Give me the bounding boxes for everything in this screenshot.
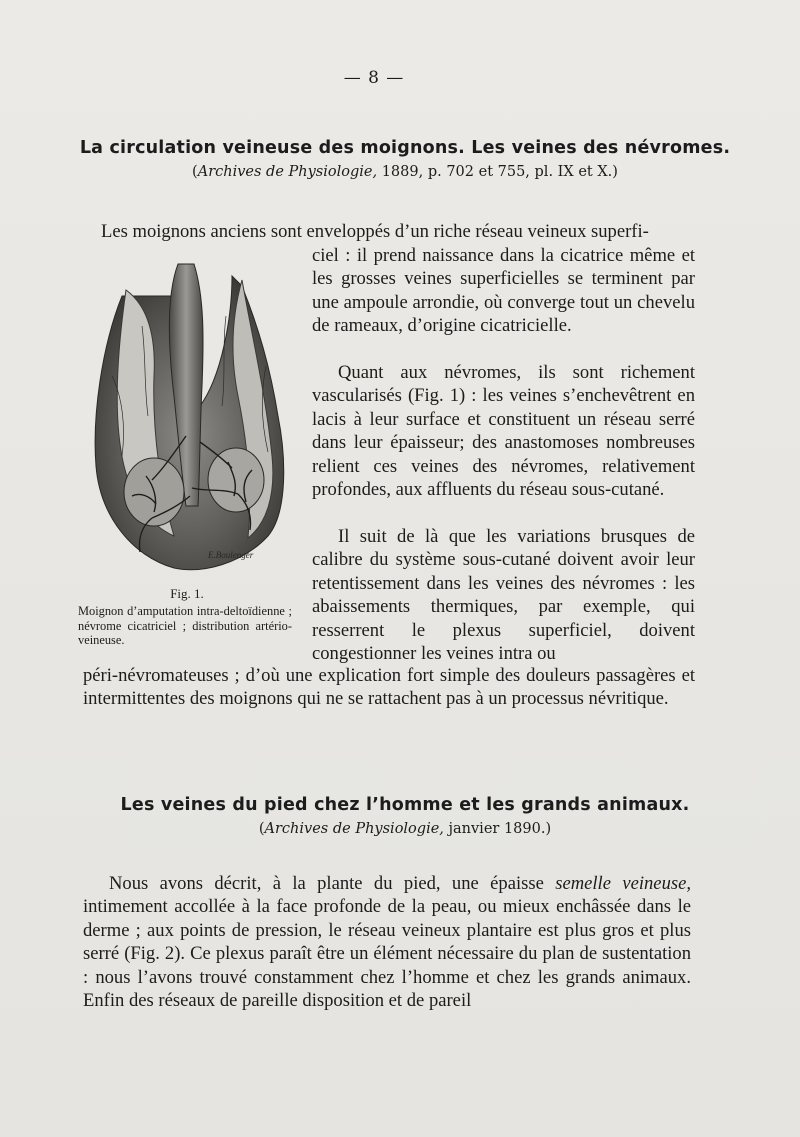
source-journal: Archives de Physiologie, (197, 164, 378, 180)
paragraph-3-continued: péri-névromateuses ; d’où une explication fort simple des douleurs passagères et intermittentes des moignons qui ne se rattachent pas à un processus névritique. (83, 665, 695, 710)
source-open-paren: ( (192, 164, 198, 180)
source-2-open-paren: ( (258, 821, 265, 837)
figure-1-caption: Moignon d’amputation intra-deltoïdienne ; névrome cicatriciel ; distribution artério-veineuse. (78, 604, 292, 647)
paragraph-4-emphasis: semelle veineuse, (555, 873, 691, 894)
section-1-title: La circulation veineuse des moignons. Les veines des névromes. (79, 138, 731, 158)
page-number: — 8 — (343, 68, 405, 88)
paragraph-4-end: intimement accollée à la face profonde de la peau, ou mieux enchâssée dans le derme ; aux points de pression, le réseau veineux plantaire est plus gros et plus serré (Fig. 2). Ce plexus paraît être un élément nécessaire du plan de sustentation : nous l’avons trouvé constamment chez l’homme et chez les grands animaux. Enfin des réseaux de pareille disposition et de pareil (83, 896, 691, 1012)
paragraph-3: Il suit de là que les variations brusques de calibre du système sous-cutané doivent avoir leur retentissement dans les veines des névromes : les abaissements thermiques, par exemple, qui resserrent le plexus superficiel, doivent congestionner les veines intra ou (312, 526, 695, 665)
section-2-source (60, 821, 750, 837)
section-2-title: Les veines du pied chez l’homme et les grands animaux. (120, 795, 690, 815)
figure-signature: E.Boulenger (208, 550, 254, 560)
figure-1-label: Fig. 1. (170, 586, 204, 601)
section-1-source (60, 164, 750, 180)
source-2-details: janvier 1890.) (443, 821, 552, 837)
source-2-journal: Archives de Physiologie, (264, 821, 444, 837)
figure-1-illustration (82, 256, 292, 578)
paragraph-2: Quant aux névromes, ils sont richement vascularisés (Fig. 1) : les veines s’enchevêtrent en lacis à leur surface et constituent un réseau serré dans leur épaisseur; des anastomoses nombreuses relient ces veines des névromes, relativement profondes, aux affluents du réseau sous-cutané. (312, 362, 695, 501)
paragraph-1: ciel : il prend naissance dans la cicatrice même et les grosses veines superficielles se terminent par une ampoule arrondie, où converge tout un chevelu de rameaux, d’origine cicatricielle. (312, 245, 695, 337)
source-details: 1889, p. 702 et 755, pl. IX et X.) (377, 164, 618, 180)
paragraph-1-first-line: Les moignons anciens sont enveloppés d’un riche réseau veineux superfi- (101, 221, 649, 242)
paragraph-4-start: Nous avons décrit, à la plante du pied, une épaisse (109, 873, 556, 894)
paragraph-4 (83, 872, 691, 1012)
